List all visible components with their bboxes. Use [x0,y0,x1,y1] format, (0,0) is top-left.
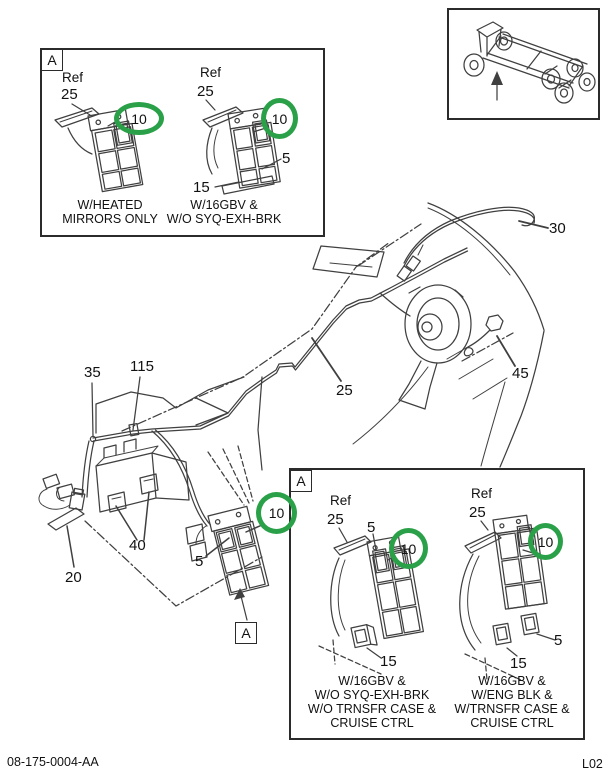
highlight-ring-10 [256,492,297,534]
caption-line: W/TRNSFR CASE & [454,702,570,716]
fender-structure [353,203,544,467]
callout-35: 35 [84,364,101,381]
detail-marker-a-main [235,622,257,644]
callout-40: 40 [129,537,146,554]
callout-5: 5 [554,632,563,649]
callout-25: 25 [61,86,78,103]
caption-line: CRUISE CTRL [330,716,414,730]
detail-marker-label: A [241,625,251,641]
caption-line: CRUISE CTRL [470,716,554,730]
detail-marker-label: A [47,52,57,68]
highlight-number: 10 [131,110,147,127]
ref-label: Ref [471,486,493,501]
callout-25: 25 [336,382,353,399]
caption-line: W/O TRNSFR CASE & [307,702,437,716]
callout-20: 20 [65,569,82,586]
ref-label: Ref [62,70,84,85]
variant-caption [50,198,170,226]
module-box [96,439,189,512]
connector-cluster [39,474,86,530]
highlight-ring-10 [528,523,563,560]
highlight-ring-10 [114,102,164,135]
variant-caption [435,674,589,730]
caption-line: W/ENG BLK & [471,688,553,702]
highlight-ring-10 [389,528,428,569]
variant-caption [164,198,284,226]
callout-5: 5 [195,553,204,570]
ref-label: Ref [200,65,222,80]
caption-line: W/O SYQ-EXH-BRK [166,212,282,226]
caption-line: W/16GBV & [478,674,546,688]
callout-45: 45 [512,365,529,382]
highlight-number: 10 [537,533,554,550]
highlight-number: 10 [271,110,288,127]
detail-marker-a-top [41,49,63,71]
caption-line: W/O SYQ-EXH-BRK [314,688,430,702]
location-arrow-icon [491,71,503,100]
callout-25: 25 [327,511,344,528]
callout-15: 15 [193,179,210,196]
detail-arrow [234,588,247,620]
callout-5: 5 [367,519,376,536]
callout-15: 15 [510,655,527,672]
caption-line: W/16GBV & [338,674,406,688]
caption-line: MIRRORS ONLY [62,212,158,226]
highlight-ring-10 [261,98,298,139]
caption-line: W/16GBV & [190,198,258,212]
ref-label: Ref [330,493,352,508]
document-number: 08-175-0004-AA [7,755,99,769]
sheet-code: L02 [582,757,603,771]
callout-25: 25 [197,83,214,100]
detail-marker-a-bottom [290,470,312,492]
highlight-number: 10 [268,505,285,521]
callout-5: 5 [282,150,291,167]
callout-25: 25 [469,504,486,521]
callout-115: 115 [130,358,154,375]
callout-30: 30 [549,220,566,237]
truck-chassis-icon [447,8,600,120]
vehicle-locator-box [447,8,600,120]
caption-line: W/HEATED [77,198,143,212]
callout-15: 15 [380,653,397,670]
variant-caption [297,674,447,730]
detail-marker-label: A [296,473,306,489]
highlight-number: 10 [400,540,417,557]
